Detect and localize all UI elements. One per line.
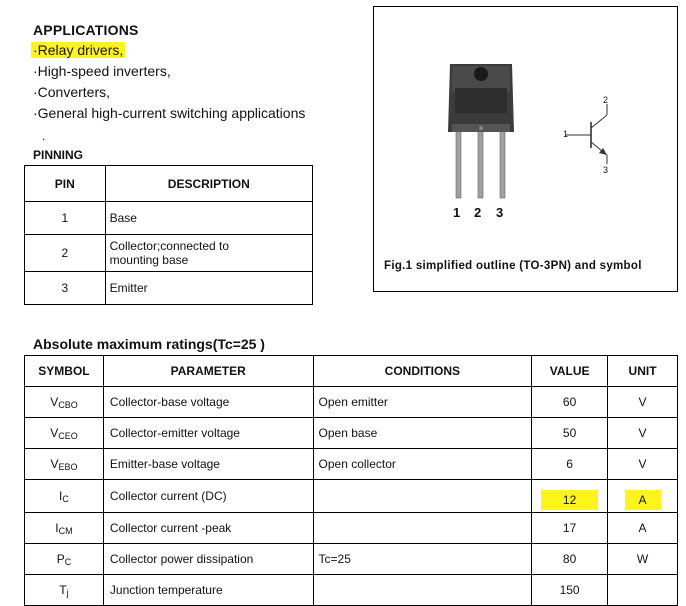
- table-row: [25, 418, 678, 449]
- table-header-row: [25, 166, 313, 202]
- symbol-pin-label: 2: [603, 95, 609, 105]
- application-item: ·High-speed inverters,: [33, 63, 171, 79]
- symbol-letter: T: [59, 582, 67, 597]
- value-cell: 80: [532, 544, 608, 575]
- symbol-letter: I: [55, 520, 59, 535]
- description-cell: [105, 235, 312, 272]
- parameter-cell: Junction temperature: [103, 575, 313, 606]
- symbol-cell: [25, 575, 104, 606]
- conditions-cell: Open collector: [313, 449, 532, 480]
- table-row: [25, 235, 313, 272]
- pin-cell: 1: [25, 202, 106, 235]
- symbol-subscript: CEO: [58, 430, 78, 441]
- table-row: [25, 513, 678, 544]
- to3pn-package-image: [440, 60, 530, 200]
- symbol-pin-label: 3: [603, 165, 609, 175]
- table-row: [25, 544, 678, 575]
- table-row: [25, 480, 678, 513]
- conditions-cell: Tc=25: [313, 544, 532, 575]
- pin-cell: 3: [25, 272, 106, 305]
- ratings-table: [24, 355, 678, 606]
- unit-cell: A: [608, 513, 678, 544]
- pinning-title: PINNING: [33, 148, 84, 162]
- value-cell: 60: [532, 387, 608, 418]
- column-header: PARAMETER: [103, 356, 313, 387]
- column-header: DESCRIPTION: [105, 166, 312, 202]
- table-header-row: [25, 356, 678, 387]
- symbol-letter: P: [56, 551, 65, 566]
- symbol-cell: [25, 387, 104, 418]
- unit-cell: V: [608, 449, 678, 480]
- description-line: mounting base: [109, 253, 189, 267]
- applications-title: APPLICATIONS: [33, 22, 139, 38]
- highlighted-text: ·Relay drivers,: [33, 42, 124, 58]
- parameter-cell: Emitter-base voltage: [103, 449, 313, 480]
- unit-cell: V: [608, 418, 678, 449]
- value-cell: 6: [532, 449, 608, 480]
- description-cell: Base: [105, 202, 312, 235]
- symbol-cell: [25, 418, 104, 449]
- application-item: ·General high-current switching applications: [33, 105, 306, 121]
- symbol-subscript: CM: [58, 525, 73, 536]
- symbol-pin-label: 1: [563, 129, 569, 139]
- parameter-cell: Collector-base voltage: [103, 387, 313, 418]
- symbol-subscript: j: [66, 587, 69, 598]
- package-pin-label: 3: [496, 205, 504, 220]
- value-cell: [532, 480, 608, 513]
- package-pin-label: 1: [453, 205, 461, 220]
- unit-cell: V: [608, 387, 678, 418]
- stray-mark: .: [42, 129, 46, 143]
- conditions-cell: [313, 513, 532, 544]
- symbol-subscript: CBO: [58, 399, 78, 410]
- symbol-letter: I: [59, 488, 63, 503]
- description-cell: Emitter: [105, 272, 312, 305]
- table-row: [25, 272, 313, 305]
- package-pin-label: 2: [474, 205, 482, 220]
- pinning-table: [24, 165, 313, 305]
- value-cell: 17: [532, 513, 608, 544]
- conditions-cell: Open base: [313, 418, 532, 449]
- column-header: CONDITIONS: [313, 356, 532, 387]
- symbol-cell: [25, 449, 104, 480]
- pin-cell: 2: [25, 235, 106, 272]
- figure-caption: Fig.1 simplified outline (TO-3PN) and symbol: [384, 260, 642, 272]
- parameter-cell: Collector-emitter voltage: [103, 418, 313, 449]
- application-item: ·Converters,: [33, 84, 111, 100]
- value-cell: 150: [532, 575, 608, 606]
- ratings-title: Absolute maximum ratings(Tc=25 ): [33, 336, 265, 352]
- table-row: [25, 449, 678, 480]
- parameter-cell: Collector current (DC): [103, 480, 313, 513]
- symbol-letter: V: [50, 456, 59, 471]
- table-row: [25, 202, 313, 235]
- symbol-subscript: EBO: [58, 461, 78, 472]
- column-header: VALUE: [532, 356, 608, 387]
- parameter-cell: Collector current -peak: [103, 513, 313, 544]
- symbol-letter: V: [50, 394, 59, 409]
- value-cell: 50: [532, 418, 608, 449]
- unit-cell: [608, 480, 678, 513]
- symbol-letter: V: [50, 425, 59, 440]
- parameter-cell: Collector power dissipation: [103, 544, 313, 575]
- conditions-cell: [313, 480, 532, 513]
- symbol-subscript: C: [64, 556, 72, 567]
- column-header: UNIT: [608, 356, 678, 387]
- table-row: [25, 387, 678, 418]
- unit-cell: W: [608, 544, 678, 575]
- application-item: [33, 42, 125, 58]
- symbol-cell: [25, 544, 104, 575]
- highlighted-unit: A: [625, 490, 661, 510]
- symbol-cell: [25, 513, 104, 544]
- conditions-cell: Open emitter: [313, 387, 532, 418]
- symbol-subscript: C: [62, 493, 69, 504]
- unit-cell: [608, 575, 678, 606]
- column-header: SYMBOL: [25, 356, 104, 387]
- table-row: [25, 575, 678, 606]
- column-header: PIN: [25, 166, 106, 202]
- highlighted-value: 12: [541, 490, 598, 510]
- conditions-cell: [313, 575, 532, 606]
- description-line: Collector;connected to: [109, 239, 230, 253]
- symbol-cell: [25, 480, 104, 513]
